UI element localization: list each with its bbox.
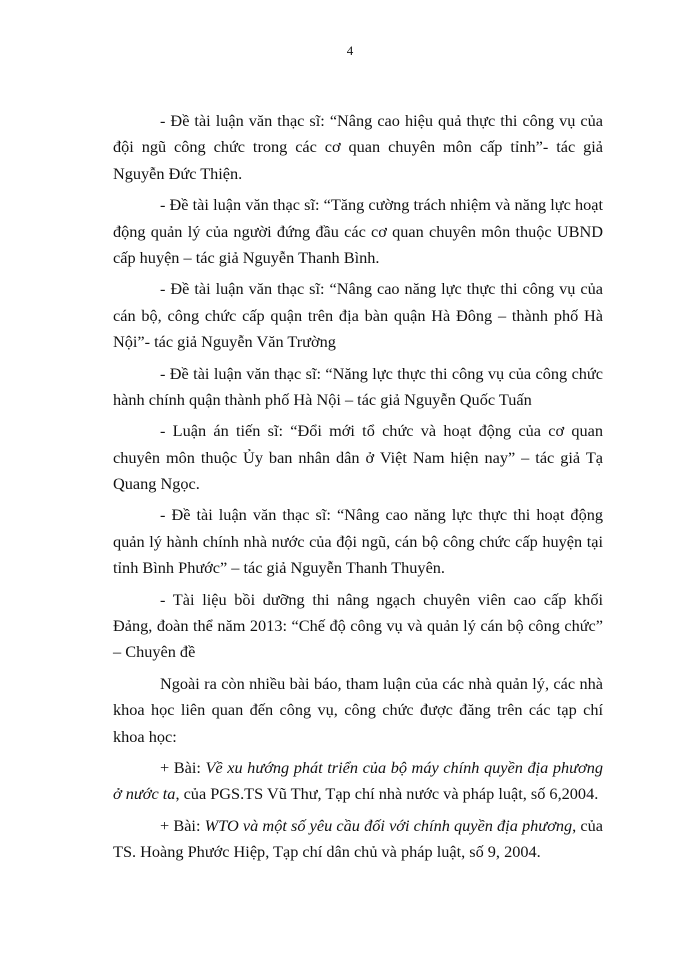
reference-paragraph-7: - Tài liệu bồi dưỡng thi nâng ngạch chuyên viên cao cấp khối Đảng, đoàn thể năm 2013: “Chế độ công vụ và quản lý cán bộ công chức” – Chuyên đề (113, 589, 603, 662)
reference-paragraph-6: - Đề tài luận văn thạc sĩ: “Nâng cao năng lực thực thi hoạt động quản lý hành chính nhà nước của đội ngũ, cán bộ công chức cấp huyện tại tỉnh Bình Phước” – tác giả Nguyễn Thanh Thuyên. (113, 505, 603, 578)
reference-paragraph-3: - Đề tài luận văn thạc sĩ: “Nâng cao năng lực thực thi công vụ của cán bộ, công chức cấp quận trên địa bàn quận Hà Đông – thành phố Hà Nội”- tác giả Nguyễn Văn Trường (113, 279, 603, 352)
article-prefix: + Bài: (160, 815, 205, 835)
article-title: WTO và một số yêu cầu đối với chính quyền địa phương (204, 815, 573, 835)
article-item-1 (113, 755, 603, 808)
reference-paragraph-4: - Đề tài luận văn thạc sĩ: “Năng lực thực thi công vụ của công chức hành chính quận thành phố Hà Nội – tác giả Nguyễn Quốc Tuấn (113, 363, 603, 409)
article-title: Về xu hướng phát triển của bộ máy chính quyền địa phương ở nước ta (113, 757, 603, 804)
article-item-2 (113, 813, 603, 866)
reference-paragraph-2: - Đề tài luận văn thạc sĩ: “Tăng cường trách nhiệm và năng lực hoạt động quản lý của người đứng đầu các cơ quan chuyên môn thuộc UBND cấp huyện – tác giả Nguyễn Thanh Bình. (113, 195, 603, 267)
page-body (113, 108, 603, 866)
intro-paragraph: Ngoài ra còn nhiều bài báo, tham luận của các nhà quản lý, các nhà khoa học liên quan đến công vụ, công chức được đăng trên các tạp chí khoa học: (113, 673, 603, 746)
reference-paragraph-5: - Luận án tiến sĩ: “Đổi mới tổ chức và hoạt động của cơ quan chuyên môn thuộc Ủy ban nhân dân ở Việt Nam hiện nay” – tác giả Tạ Quang Ngọc. (113, 421, 603, 494)
article-details: , của TS. Hoàng Phước Hiệp, Tạp chí dân chủ và pháp luật, số 9, 2004. (113, 815, 604, 862)
reference-paragraph-1: - Đề tài luận văn thạc sĩ: “Nâng cao hiệu quả thực thi công vụ của đội ngũ công chức trong các cơ quan chuyên môn cấp tỉnh”- tác giả Nguyễn Đức Thiện. (113, 111, 603, 183)
article-prefix: + Bài: (160, 757, 206, 777)
page-number: 4 (346, 43, 354, 58)
article-details: , của PGS.TS Vũ Thư, Tạp chí nhà nước và pháp luật, số 6,2004. (175, 784, 599, 804)
